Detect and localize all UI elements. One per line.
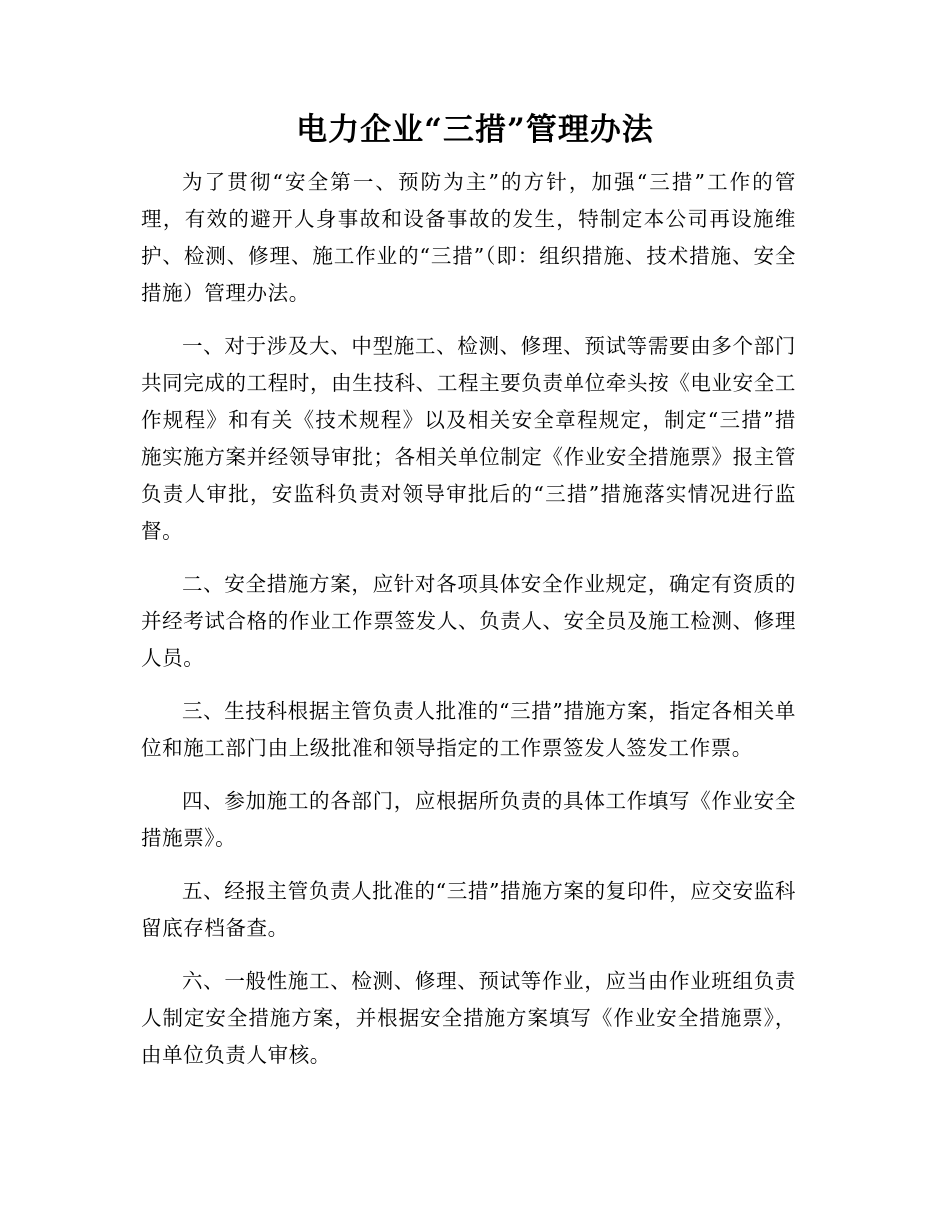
paragraph-3: 三、生技科根据主管负责人批准的“三措”措施方案，指定各相关单位和施工部门由上级批准和领导指定的工作票签发人签发工作票。 bbox=[141, 699, 796, 760]
document-title: 电力企业“三措”管理办法 bbox=[296, 112, 654, 148]
paragraph-5: 五、经报主管负责人批准的“三措”措施方案的复印件，应交安监科留底存档备查。 bbox=[141, 879, 796, 940]
paragraph-6: 六、一般性施工、检测、修理、预试等作业，应当由作业班组负责人制定安全措施方案，并根据安全措施方案填写《作业安全措施票》，由单位负责人审核。 bbox=[141, 969, 796, 1067]
paragraph-4: 四、参加施工的各部门，应根据所负责的具体工作填写《作业安全措施票》。 bbox=[141, 789, 796, 850]
paragraph-intro: 为了贯彻“安全第一、预防为主”的方针，加强“三措”工作的管理，有效的避开人身事故和设备事故的发生，特制定本公司再设施维护、检测、修理、施工作业的“三措”（即：组织措施、技术措施、安全措施）管理办法。 bbox=[141, 170, 796, 305]
paragraph-1: 一、对于涉及大、中型施工、检测、修理、预试等需要由多个部门共同完成的工程时，由生技科、工程主要负责单位牵头按《电业安全工作规程》和有关《技术规程》以及相关安全章程规定，制定“三措”措施实施方案并经领导审批；各相关单位制定《作业安全措施票》报主管负责人审批，安监科负责对领导审批后的“三措”措施落实情况进行监督。 bbox=[141, 334, 796, 543]
paragraph-2: 二、安全措施方案，应针对各项具体安全作业规定，确定有资质的并经考试合格的作业工作票签发人、负责人、安全员及施工检测、修理人员。 bbox=[141, 572, 796, 670]
document-body bbox=[141, 164, 796, 1090]
